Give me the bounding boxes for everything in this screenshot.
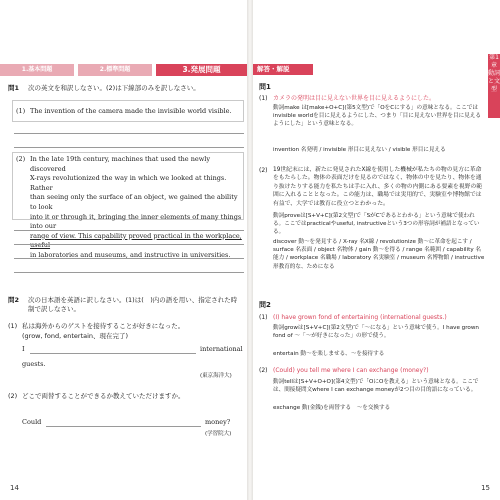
q2-1-end2: guests. (22, 360, 46, 368)
r2-vocabulary: discover 動～を発見する / X-ray 名X線 / revolutionize 動～に革命を起こす / surface 名表面 / object 名物体 / gain 動～を得る / range 名範囲 / capability 名能力 / workplace 名職場 / laboratory 名実験室 / museum 名博物館 / instructive 形教育的な、ためになる (273, 239, 485, 270)
a2-vocabulary: exchange 動(金銭)を両替する ～を交換する (273, 405, 391, 411)
level-tabs (0, 64, 247, 76)
page-number-right: 15 (481, 484, 490, 492)
tab-basic[interactable]: 1.基本問題 (0, 64, 74, 76)
q2-1-hint: (grow, fond, entertain、現在完了) (22, 332, 129, 340)
q2-prompt: 次の日本語を英語に訳しなさい。(1)は( )内の語を用い、指定された時制で訳しなさい。 (28, 296, 238, 313)
page-number-left: 14 (10, 484, 19, 492)
q1-1-number: (1) (16, 107, 26, 115)
passage-line: than seeing only the surface of an object, we gained the ability to look (30, 193, 238, 211)
q2-2-start: Could (22, 418, 42, 426)
q1-prompt: 次の英文を和訳しなさい。(2)は下線部のみを訳しなさい。 (28, 84, 200, 92)
a2-explanation: 動詞tellは[S+V+O+O](第4文型)で「OにOを教える」という意味となる。ここでは、間接疑問文where I can exchange moneyが2つ目の目的語になっている。 (273, 379, 479, 394)
passage-line-underlined: range of view. This capability proved practical in the workplace, useful (30, 231, 242, 250)
q1-1-text: The invention of the camera made the invisible world visible. (30, 107, 232, 115)
q2-2-end: money? (205, 418, 231, 426)
answer-line (14, 147, 244, 148)
q2-1-start: I (22, 345, 25, 353)
chapter-side-tab[interactable]: 第1章 動詞と文型 (488, 54, 500, 118)
a2-answer: (Could) you tell me where I can exchange (money?) (273, 367, 429, 374)
answer-line (14, 244, 244, 245)
q2-2-blank[interactable] (46, 426, 201, 427)
a1-explanation: 動詞growは[S+V+C](第2文型)で「～になる」という意味で使う。I have grown fond of ～「～が好きになった」の形で使う。 (273, 325, 479, 340)
q1-label: 問1 (8, 84, 20, 92)
q2-1-end: international (200, 345, 243, 353)
q2-1-japanese: 私は海外からのゲストを接待することが好きになった。 (22, 322, 185, 330)
answer-line (14, 258, 244, 259)
passage-line: into it or through it, bringing the inner elements of many things into our (30, 212, 242, 231)
a2-number: (2) (259, 367, 268, 374)
answer-line (14, 230, 244, 231)
answer-line (14, 133, 244, 134)
r2-explanation: 動詞proveは[S+V+C](第2文型)で「SがCであるとわかる」という意味で使われる。ここではpracticalやuseful, instructiveという3つの形容詞が補語となっている。 (273, 213, 480, 236)
passage-line-underlined: in laboratories and museums, and instructive in universities. (30, 250, 231, 259)
right-page (253, 0, 500, 500)
q1-2-number: (2) (16, 155, 26, 163)
answer-line (14, 272, 244, 273)
r1-answer: カメラの発明は目に見えない世界を目に見えるようにした。 (273, 95, 436, 102)
r2-number: (2) (259, 167, 268, 174)
passage-line: X-rays revolutionized the way in which we looked at things. Rather (30, 174, 227, 192)
r1-explanation: 動詞make は[make+O+C](第5文型)で「OをCにする」の意味となる。ここではinvisible worldを目に見えるようにした、つまり「目に見えない世界を目に見えるようにした」という意味となる。 (273, 105, 481, 128)
q2-1-source: (東京海洋大) (200, 373, 232, 379)
q2-2-japanese: どこで両替することができるか教えていただけますか。 (22, 392, 185, 400)
q2-label: 問2 (8, 296, 20, 304)
a1-vocabulary: entertain 動～を楽しませる、～を接待する (273, 351, 385, 357)
a1-number: (1) (259, 314, 268, 321)
q2-1-number: (1) (8, 322, 18, 330)
answer-q1-label: 問1 (259, 83, 271, 91)
r2-answer: 19世紀末には、新たに発見されたX線を使用した機械が私たちの物の見方に革命をもたらした。物体の表面だけを見るのではなく、物体の中を見たり、物体を通り抜けたりする能力を私たちは手に入れ、多くの物の内側にある要素を視野の範囲に入れることとなった。この能力は、職場では実用的で、実験室や博物館では有益で、大学では教育に役立つとわかった。 (273, 167, 483, 207)
tab-standard[interactable]: 2.標準問題 (78, 64, 152, 76)
tab-advanced[interactable]: 3.発展問題 (156, 64, 247, 76)
passage-line: In the late 19th century, machines that used the newly discovered (30, 155, 211, 173)
q2-2-number: (2) (8, 392, 18, 400)
a1-answer: (I) have grown fond of entertaining (international guests.) (273, 314, 447, 321)
q2-1-blank[interactable] (30, 353, 196, 354)
answers-header: 解答・解説 (253, 64, 313, 75)
answer-q2-label: 問2 (259, 301, 271, 309)
left-page (0, 0, 247, 500)
r1-number: (1) (259, 95, 268, 102)
r1-vocabulary: invention 名発明 / invisible 形目に見えない / visible 形目に見える (273, 147, 446, 153)
q2-2-source: (学習院大) (205, 431, 232, 437)
